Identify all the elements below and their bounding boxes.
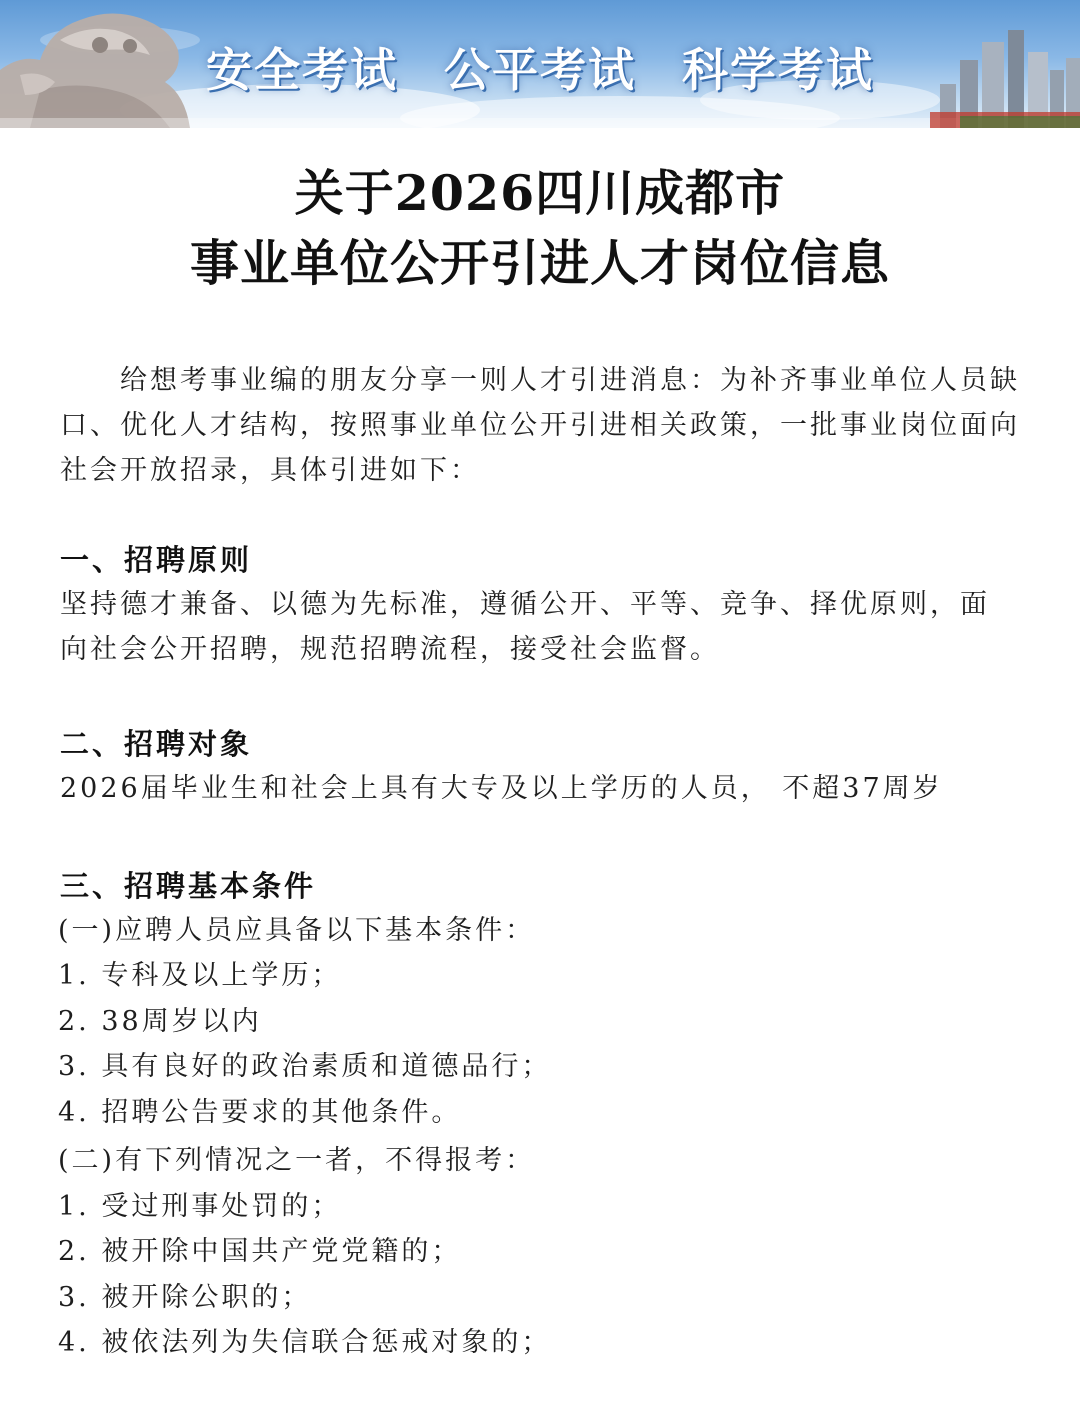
conditions-subheading-2: (二)有下列情况之一者，不得报考：	[58, 1145, 536, 1176]
section-heading-conditions: 三、招聘基本条件	[60, 869, 317, 903]
targets-paragraph: 2026届毕业生和社会上具有大专及以上学历的人员， 不超37周岁	[60, 773, 943, 804]
exclusion-item-3: 3. 被开除公职的；	[58, 1282, 312, 1313]
slogan-science-exam: 科学考试	[682, 43, 875, 97]
conditions-subheading-1: (一)应聘人员应具备以下基本条件：	[58, 915, 536, 946]
exclusion-item-1: 1. 受过刑事处罚的；	[58, 1191, 342, 1222]
header-banner	[0, 0, 1080, 128]
title-line-2: 事业单位公开引进人才岗位信息	[189, 234, 890, 292]
intro-line-1: 给想考事业编的朋友分享一则人才引进消息：为补齐事业单位人员缺	[60, 365, 1020, 396]
intro-line-3: 社会开放招录，具体引进如下：	[60, 455, 480, 486]
section-heading-principles: 一、招聘原则	[60, 543, 253, 577]
section-heading-targets: 二、招聘对象	[60, 727, 253, 761]
condition-item-4: 4. 招聘公告要求的其他条件。	[58, 1097, 462, 1128]
condition-item-1: 1. 专科及以上学历；	[58, 960, 342, 991]
principles-line-2: 向社会公开招聘，规范招聘流程，接受社会监督。	[60, 634, 720, 665]
principles-line-1: 坚持德才兼备、以德为先标准，遵循公开、平等、竞争、择优原则，面	[60, 589, 990, 620]
document-title	[0, 158, 1080, 298]
principles-paragraph	[60, 582, 1028, 672]
slogan-fair-exam: 公平考试	[444, 43, 636, 97]
intro-line-2: 口、优化人才结构，按照事业单位公开引进相关政策，一批事业岗位面向	[60, 410, 1020, 441]
banner-slogan	[0, 34, 1080, 100]
exclusion-item-4: 4. 被依法列为失信联合惩戒对象的；	[58, 1327, 552, 1358]
condition-item-2: 2. 38周岁以内	[58, 1006, 262, 1037]
intro-paragraph	[60, 358, 1028, 493]
slogan-safe-exam: 安全考试	[205, 43, 398, 97]
exclusion-item-2: 2. 被开除中国共产党党籍的；	[58, 1236, 462, 1267]
condition-item-3: 3. 具有良好的政治素质和道德品行；	[58, 1051, 552, 1082]
title-line-1: 关于2026四川成都市	[294, 164, 786, 222]
